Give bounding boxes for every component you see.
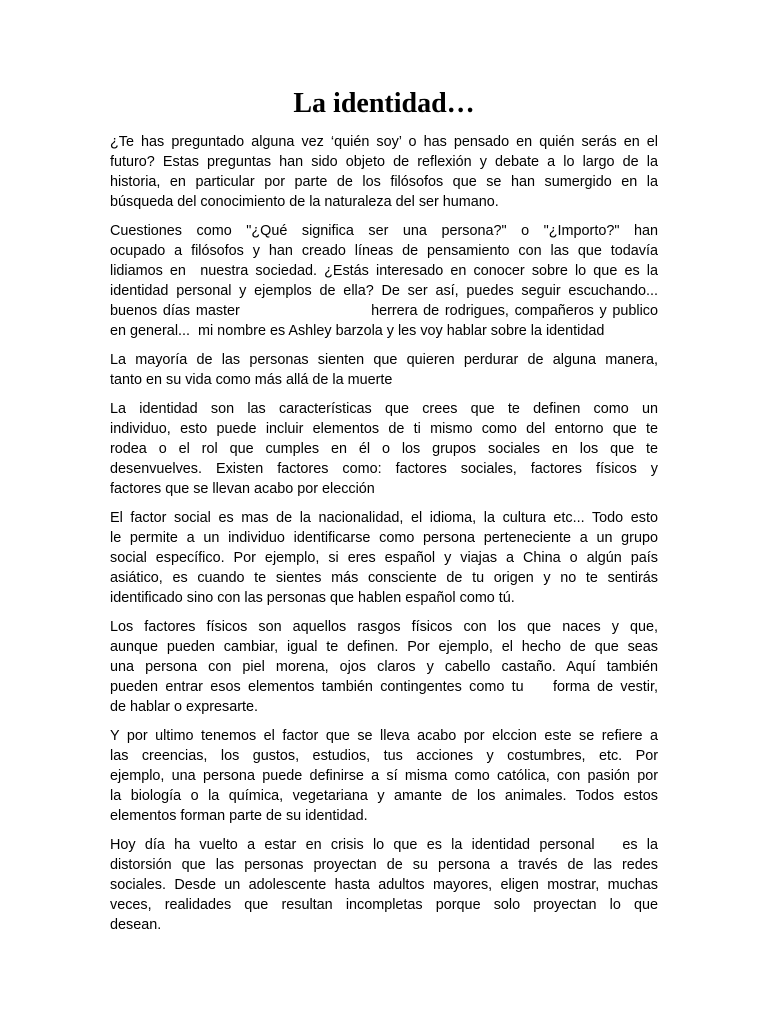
- paragraph-line: ocupado a filósofos y han creado líneas de pensamiento con las que todavía: [110, 243, 658, 259]
- paragraph-2: [110, 221, 658, 341]
- paragraph-line: veces, realidades que resultan incompletas porque solo proyectan lo que: [110, 897, 658, 913]
- paragraph-line: identificado sino con las personas que hablen español como tú.: [110, 590, 515, 606]
- document-body: [110, 132, 658, 944]
- paragraph-line: La identidad son las características que crees que te definen como un: [110, 401, 658, 417]
- paragraph-line: la biología o la química, vegetariana y amante de los animales. Todos estos: [110, 788, 658, 804]
- paragraph-line: ejemplo, una persona puede definirse a sí misma como católica, con pasión por: [110, 768, 658, 784]
- paragraph-line: asiático, es cuando te sientes más consciente de tu origen y no te sentirás: [110, 570, 658, 586]
- paragraph-4: [110, 399, 658, 499]
- paragraph-line: distorsión que las personas proyectan de su persona a través de las redes: [110, 857, 658, 873]
- paragraph-line: historia, en particular por parte de los filósofos que se han sumergido en la: [110, 174, 658, 190]
- paragraph-line: elementos forman parte de su identidad.: [110, 808, 368, 824]
- paragraph-line: identidad personal y ejemplos de ella? De ser así, puedes seguir escuchando...: [110, 283, 658, 299]
- paragraph-line: buenos días master herrera de rodrigues, compañeros y publico: [110, 303, 658, 319]
- paragraph-line: Hoy día ha vuelto a estar en crisis lo que es la identidad personal es la: [110, 837, 658, 853]
- paragraph-line: desenvuelves. Existen factores como: factores sociales, factores físicos y: [110, 461, 658, 477]
- paragraph-line: Y por ultimo tenemos el factor que se lleva acabo por elccion este se refiere a: [110, 728, 658, 744]
- paragraph-line: lidiamos en nuestra sociedad. ¿Estás interesado en conocer sobre lo que es la: [110, 263, 658, 279]
- paragraph-line: búsqueda del conocimiento de la naturaleza del ser humano.: [110, 194, 499, 210]
- paragraph-8: [110, 835, 658, 935]
- paragraph-line: futuro? Estas preguntas han sido objeto de reflexión y debate a lo largo de la: [110, 154, 658, 170]
- paragraph-line: de hablar o expresarte.: [110, 699, 258, 715]
- paragraph-line: sociales. Desde un adolescente hasta adultos mayores, eligen mostrar, muchas: [110, 877, 658, 893]
- paragraph-line: ¿Te has preguntado alguna vez ‘quién soy’ o has pensado en quién serás en el: [110, 134, 658, 150]
- paragraph-6: [110, 617, 658, 717]
- paragraph-line: en general... mi nombre es Ashley barzola y les voy hablar sobre la identidad: [110, 323, 605, 339]
- paragraph-line: una persona con piel morena, ojos claros y cabello castaño. Aquí también: [110, 659, 658, 675]
- paragraph-5: [110, 508, 658, 608]
- paragraph-7: [110, 726, 658, 826]
- paragraph-line: le permite a un individuo identificarse como persona perteneciente a un grupo: [110, 530, 658, 546]
- paragraph-line: factores que se llevan acabo por elección: [110, 481, 375, 497]
- paragraph-line: rodea o el rol que cumples en él o los grupos sociales en los que te: [110, 441, 658, 457]
- paragraph-line: las creencias, los gustos, estudios, tus acciones y costumbres, etc. Por: [110, 748, 658, 764]
- page-title: La identidad…: [293, 88, 475, 119]
- paragraph-line: aunque pueden cambiar, igual te definen. Por ejemplo, el hecho de que seas: [110, 639, 658, 655]
- paragraph-line: Cuestiones como "¿Qué significa ser una persona?" o "¿Importo?" han: [110, 223, 658, 239]
- paragraph-3: [110, 350, 658, 390]
- paragraph-line: social específico. Por ejemplo, si eres español y viajas a China o algún país: [110, 550, 658, 566]
- paragraph-line: Los factores físicos son aquellos rasgos físicos con los que naces y que,: [110, 619, 658, 635]
- paragraph-line: desean.: [110, 917, 162, 933]
- paragraph-line: tanto en su vida como más allá de la muerte: [110, 372, 393, 388]
- paragraph-line: La mayoría de las personas sienten que quieren perdurar de alguna manera,: [110, 352, 658, 368]
- paragraph-line: individuo, esto puede incluir elementos de ti mismo como del entorno que te: [110, 421, 658, 437]
- paragraph-line: El factor social es mas de la nacionalidad, el idioma, la cultura etc... Todo esto: [110, 510, 658, 526]
- paragraph-line: pueden entrar esos elementos también contingentes como tu forma de vestir,: [110, 679, 658, 695]
- paragraph-1: [110, 132, 658, 212]
